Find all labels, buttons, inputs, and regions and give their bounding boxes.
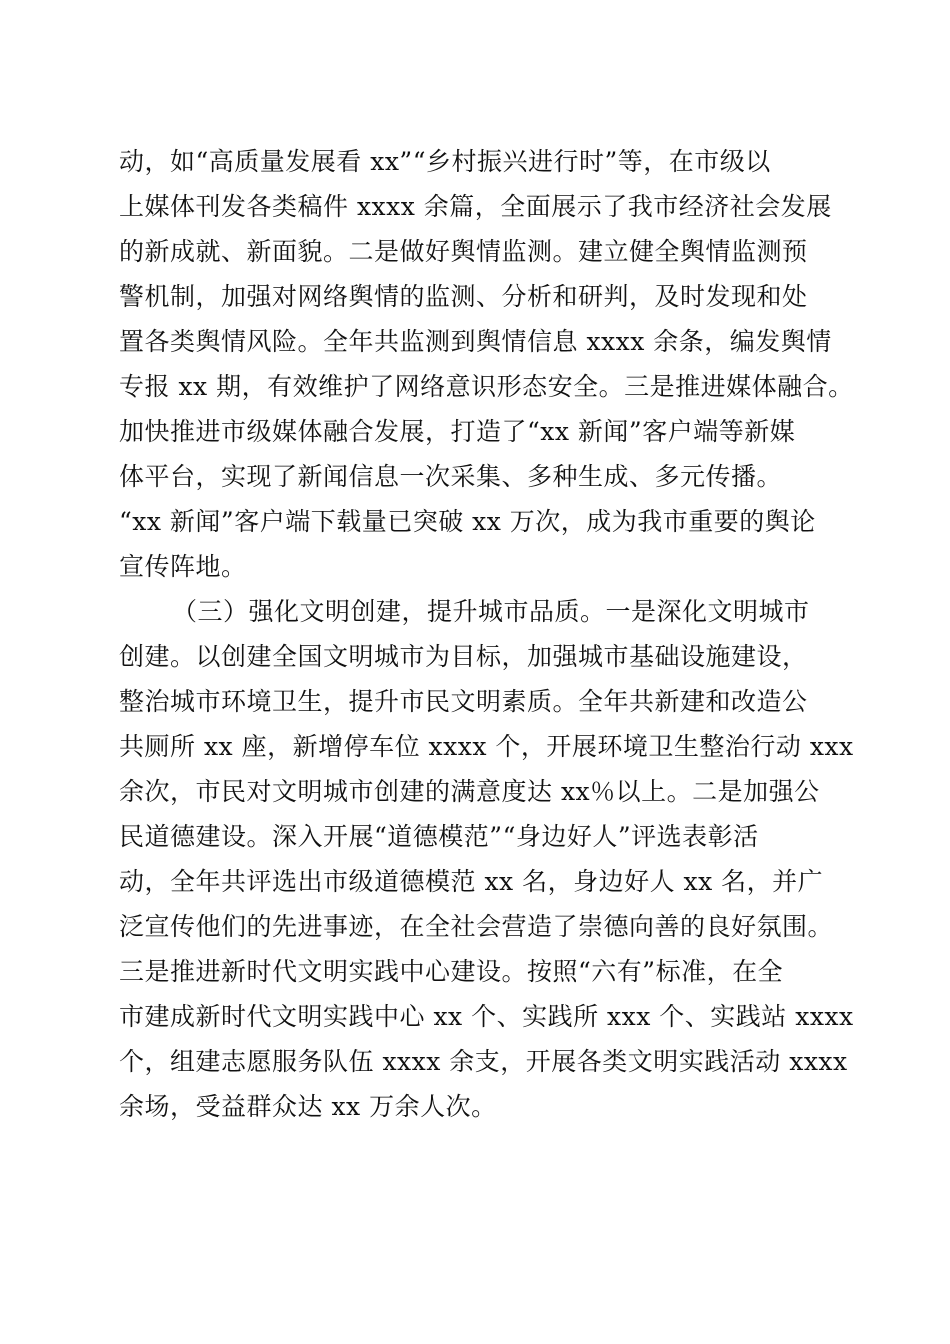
text-line: 体平台，实现了新闻信息一次采集、多种生成、多元传播。: [119, 462, 783, 491]
text-line: 余场，受益群众达 xx 万余人次。: [119, 1092, 497, 1121]
text-line: 创建。以创建全国文明城市为目标，加强城市基础设施建设，: [119, 642, 808, 671]
text-line: 余次，市民对文明城市创建的满意度达 xx％以上。二是加强公: [119, 777, 820, 806]
text-line: 市建成新时代文明实践中心 xx 个、实践所 xxx 个、实践站 xxxx: [119, 1002, 854, 1031]
text-line: 警机制，加强对网络舆情的监测、分析和研判，及时发现和处: [119, 282, 808, 311]
text-line: 专报 xx 期，有效维护了网络意识形态安全。三是推进媒体融合。: [119, 372, 854, 401]
text-line: 三是推进新时代文明实践中心建设。按照“六有”标准，在全: [119, 957, 784, 986]
text-line: 上媒体刊发各类稿件 xxxx 余篇，全面展示了我市经济社会发展: [119, 192, 832, 221]
text-line: 共厕所 xx 座，新增停车位 xxxx 个，开展环境卫生整治行动 xxx: [119, 732, 854, 761]
text-line: 整治城市环境卫生，提升市民文明素质。全年共新建和改造公: [119, 687, 808, 716]
text-line: “xx 新闻”客户端下载量已突破 xx 万次，成为我市重要的舆论: [119, 507, 816, 536]
text-line: 泛宣传他们的先进事迹，在全社会营造了崇德向善的良好氛围。: [119, 912, 834, 941]
text-line: 民道德建设。深入开展“道德模范”“身边好人”评选表彰活: [119, 822, 759, 851]
text-line: 动，如“高质量发展看 xx”“乡村振兴进行时”等，在市级以: [119, 147, 771, 176]
text-line: 的新成就、新面貌。二是做好舆情监测。建立健全舆情监测预: [119, 237, 808, 266]
section-heading-line: （三）强化文明创建，提升城市品质。一是深化文明城市: [172, 597, 810, 626]
text-line: 个，组建志愿服务队伍 xxxx 余支，开展各类文明实践活动 xxxx: [119, 1047, 848, 1076]
text-line: 置各类舆情风险。全年共监测到舆情信息 xxxx 余条，编发舆情: [119, 327, 832, 356]
text-line: 宣传阵地。: [119, 552, 247, 581]
text-line: 加快推进市级媒体融合发展，打造了“xx 新闻”客户端等新媒: [119, 417, 796, 446]
text-line: 动，全年共评选出市级道德模范 xx 名，身边好人 xx 名，并广: [119, 867, 824, 896]
